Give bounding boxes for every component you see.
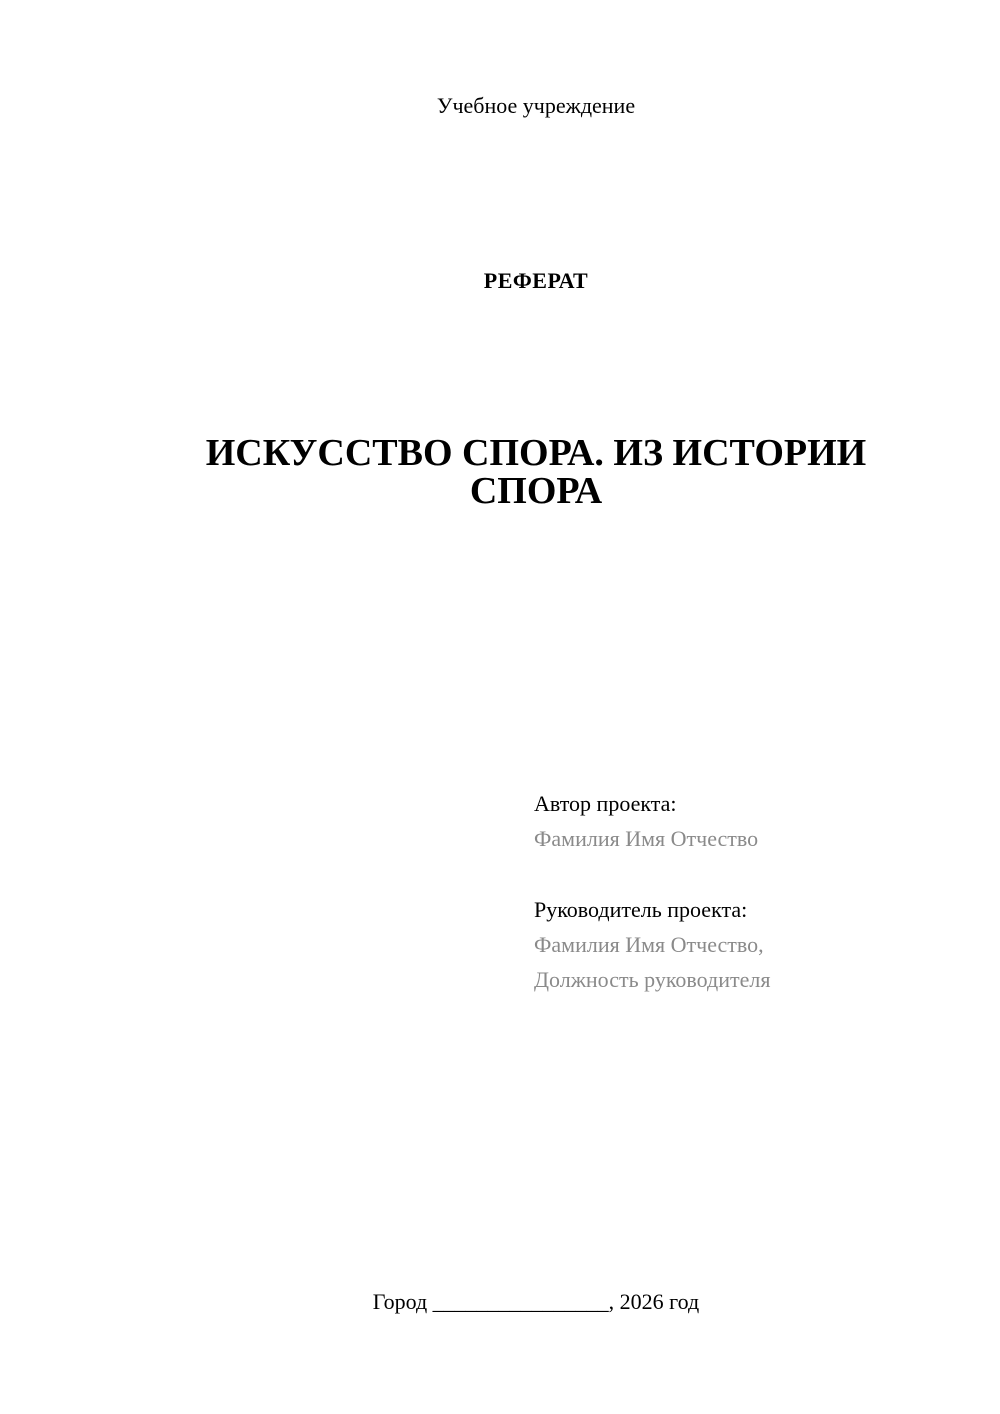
document-title bbox=[0, 434, 1000, 510]
city-year-line: Город ________________, 2026 год bbox=[372, 1289, 700, 1314]
supervisor-position: Должность руководителя bbox=[534, 967, 771, 992]
institution-name: Учебное учреждение bbox=[436, 93, 636, 118]
document-title-line-1: ИСКУССТВО СПОРА. ИЗ ИСТОРИИ bbox=[205, 432, 867, 474]
supervisor-name: Фамилия Имя Отчество, bbox=[534, 932, 764, 957]
author-name: Фамилия Имя Отчество bbox=[534, 826, 759, 851]
supervisor-label: Руководитель проекта: bbox=[534, 897, 748, 922]
author-label: Автор проекта: bbox=[534, 791, 677, 816]
document-title-line-2: СПОРА bbox=[469, 470, 603, 512]
document-type: РЕФЕРАТ bbox=[483, 268, 589, 293]
